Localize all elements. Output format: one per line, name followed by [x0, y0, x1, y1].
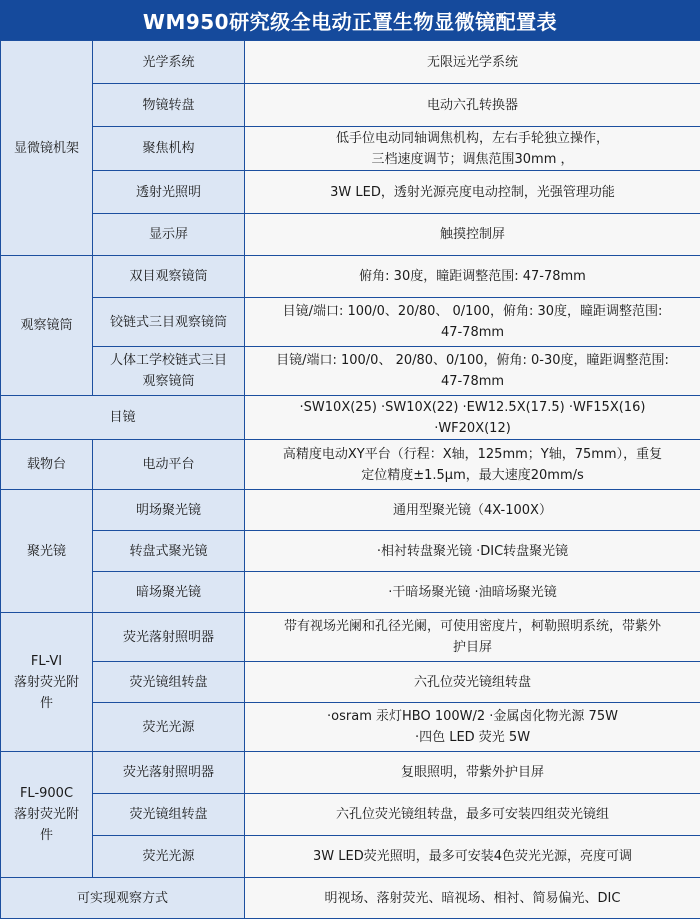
item-cell: 人体工学校链式三目 观察镜筒 [93, 347, 245, 396]
category-cell: 载物台 [1, 440, 93, 490]
item-cell: 荧光落射照明器 [93, 752, 245, 794]
category-cell: FL-VI 落射荧光附 件 [1, 613, 93, 752]
value-cell: 高精度电动XY平台（行程：X轴，125mm；Y轴，75mm），重复 定位精度±1.5μm，最大速度20mm/s [245, 440, 700, 490]
table-row [1, 256, 700, 298]
value-cell: 无限远光学系统 [245, 41, 700, 84]
item-cell: 转盘式聚光镜 [93, 531, 245, 572]
item-cell: 显示屏 [93, 214, 245, 256]
value-cell: ·相衬转盘聚光镜 ·DIC转盘聚光镜 [245, 531, 700, 572]
category-cell: 观察镜筒 [1, 256, 93, 396]
item-cell: 电动平台 [93, 440, 245, 490]
table-row [1, 572, 700, 613]
table-row [1, 127, 700, 171]
category-cell: 聚光镜 [1, 490, 93, 613]
table-row [1, 347, 700, 396]
table-row [1, 214, 700, 256]
item-cell: 荧光镜组转盘 [93, 794, 245, 836]
category-cell: 目镜 [1, 396, 245, 440]
item-cell: 荧光落射照明器 [93, 613, 245, 662]
table-row [1, 440, 700, 490]
value-cell: ·SW10X(25) ·SW10X(22) ·EW12.5X(17.5) ·WF15X(16) ·WF20X(12) [245, 396, 700, 440]
value-cell: 六孔位荧光镜组转盘 [245, 662, 700, 703]
category-cell: 可实现观察方式 [1, 878, 245, 919]
table-row [1, 490, 700, 531]
config-table [0, 40, 700, 919]
table-row [1, 396, 700, 440]
value-cell: 3W LED，透射光源亮度电动控制，光强管理功能 [245, 171, 700, 214]
value-cell: 低手位电动同轴调焦机构，左右手轮独立操作， 三档速度调节；调焦范围30mm ， [245, 127, 700, 171]
value-cell: ·osram 汞灯HBO 100W/2 ·金属卤化物光源 75W ·四色 LED 荧光 5W [245, 703, 700, 752]
value-cell: 目镜/端口: 100/0、 20/80、0/100，俯角: 0-30度，瞳距调整范围: 47-78mm [245, 347, 700, 396]
item-cell: 暗场聚光镜 [93, 572, 245, 613]
value-cell: 明视场、落射荧光、暗视场、相衬、简易偏光、DIC [245, 878, 700, 919]
value-cell: 通用型聚光镜（4X-100X） [245, 490, 700, 531]
category-cell: FL-900C 落射荧光附 件 [1, 752, 93, 878]
table-row [1, 836, 700, 878]
item-cell: 明场聚光镜 [93, 490, 245, 531]
value-cell: 3W LED荧光照明，最多可安装4色荧光光源，亮度可调 [245, 836, 700, 878]
item-cell: 双目观察镜筒 [93, 256, 245, 298]
table-row [1, 794, 700, 836]
table-row [1, 84, 700, 127]
table-row [1, 171, 700, 214]
value-cell: 带有视场光阑和孔径光阑，可使用密度片，柯勒照明系统，带紫外 护目屏 [245, 613, 700, 662]
value-cell: ·干暗场聚光镜 ·油暗场聚光镜 [245, 572, 700, 613]
item-cell: 荧光光源 [93, 703, 245, 752]
page-title: WM950研究级全电动正置生物显微镜配置表 [0, 0, 700, 40]
item-cell: 荧光镜组转盘 [93, 662, 245, 703]
value-cell: 俯角: 30度，瞳距调整范围: 47-78mm [245, 256, 700, 298]
item-cell: 铰链式三目观察镜筒 [93, 298, 245, 347]
table-row [1, 703, 700, 752]
table-row [1, 41, 700, 84]
value-cell: 电动六孔转换器 [245, 84, 700, 127]
table-row [1, 613, 700, 662]
table-row [1, 298, 700, 347]
category-cell: 显微镜机架 [1, 41, 93, 256]
value-cell: 复眼照明，带紫外护目屏 [245, 752, 700, 794]
value-cell: 目镜/端口: 100/0、20/80、 0/100，俯角: 30度，瞳距调整范围: 47-78mm [245, 298, 700, 347]
item-cell: 聚焦机构 [93, 127, 245, 171]
item-cell: 物镜转盘 [93, 84, 245, 127]
table-row [1, 752, 700, 794]
value-cell: 触摸控制屏 [245, 214, 700, 256]
value-cell: 六孔位荧光镜组转盘，最多可安装四组荧光镜组 [245, 794, 700, 836]
table-row [1, 531, 700, 572]
table-row [1, 662, 700, 703]
item-cell: 荧光光源 [93, 836, 245, 878]
table-row [1, 878, 700, 919]
item-cell: 透射光照明 [93, 171, 245, 214]
item-cell: 光学系统 [93, 41, 245, 84]
